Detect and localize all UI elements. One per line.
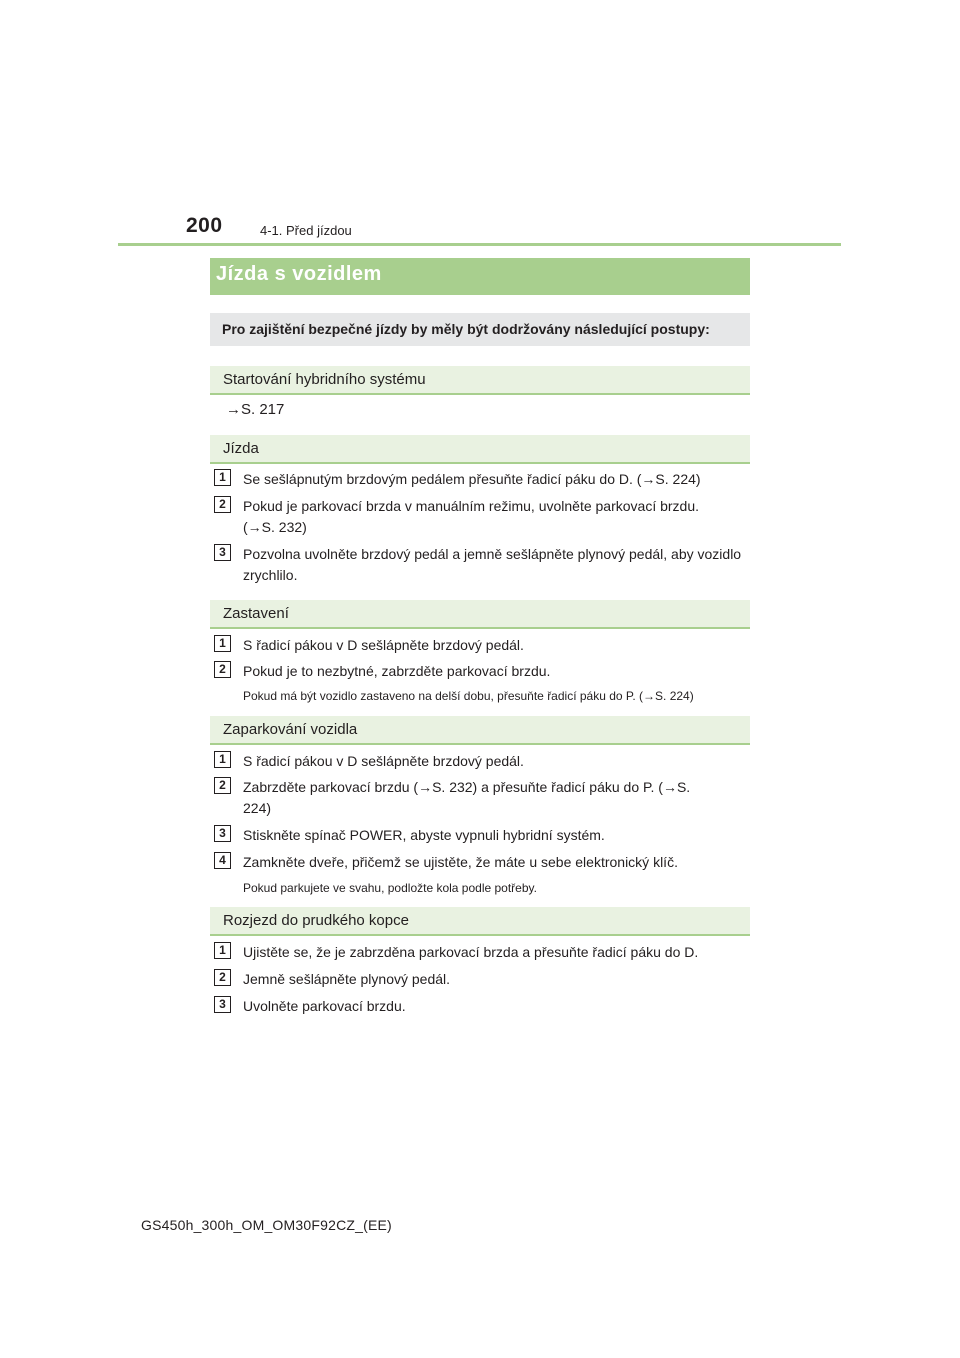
step-text: S řadicí pákou v D sešlápněte brzdový pedál. (243, 753, 524, 769)
step-number-badge: 2 (214, 496, 231, 513)
section-title: Rozjezd do prudkého kopce (223, 912, 409, 929)
step-number-badge: 4 (214, 852, 231, 869)
header-divider (118, 243, 841, 246)
step-number-badge: 1 (214, 469, 231, 486)
step-text: Pokud je parkovací brzda v manuálním režimu, uvolněte parkovací brzdu. (→S. 232) (243, 498, 700, 535)
step-text: Pozvolna uvolněte brzdový pedál a jemně sešlápněte plynový pedál, aby vozidlo zrychlilo. (243, 546, 742, 583)
step-number-badge: 1 (214, 942, 231, 959)
section-title: Jízda (223, 440, 259, 457)
step-number-badge: 3 (214, 825, 231, 842)
step-number-badge: 1 (214, 751, 231, 768)
step-number-badge: 2 (214, 661, 231, 678)
section-heading-driving (210, 435, 750, 464)
page-title: Jízda s vozidlem (216, 263, 382, 285)
step-text: Pokud je to nezbytné, zabrzděte parkovací brzdu. (243, 663, 551, 679)
step-number-badge: 1 (214, 635, 231, 652)
section-heading-start (210, 366, 750, 395)
section-title: Zaparkování vozidla (223, 721, 358, 738)
step-number-badge: 3 (214, 996, 231, 1013)
step-number-badge: 3 (214, 544, 231, 561)
intro-text: Pro zajištění bezpečné jízdy by měly být dodržovány následující postupy: (222, 321, 710, 337)
step-number-badge: 2 (214, 969, 231, 986)
section-title: Zastavení (223, 605, 289, 622)
step-text: Ujistěte se, že je zabrzděna parkovací brzda a přesuňte řadicí páku do D. (243, 944, 699, 960)
step-text: Se sešlápnutým brzdovým pedálem přesuňte řadicí páku do D. (→S. 224) (243, 471, 701, 487)
section-breadcrumb: 4-1. Před jízdou (260, 223, 352, 238)
step-text: Zamkněte dveře, přičemž se ujistěte, že máte u sebe elektronický klíč. (243, 854, 678, 870)
step-text: S řadicí pákou v D sešlápněte brzdový pedál. (243, 637, 524, 653)
section-heading-parking (210, 716, 750, 745)
page-number: 200 (186, 214, 223, 237)
document-footer-code: GS450h_300h_OM_OM30F92CZ_(EE) (141, 1217, 392, 1233)
step-text: Jemně sešlápněte plynový pedál. (243, 971, 451, 987)
step-text: Zabrzděte parkovací brzdu (→S. 232) a přesuňte řadicí páku do P. (→S. 224) (243, 779, 691, 816)
intro-box (210, 313, 750, 346)
step-text: Uvolněte parkovací brzdu. (243, 998, 406, 1014)
section-heading-stopping (210, 600, 750, 629)
section-title: Startování hybridního systému (223, 371, 426, 388)
note-text: Pokud parkujete ve svahu, podložte kola podle potřeby. (243, 881, 537, 895)
step-number-badge: 2 (214, 777, 231, 794)
page-title-bar (210, 258, 750, 295)
step-text: Stiskněte spínač POWER, abyste vypnuli hybridní systém. (243, 827, 605, 843)
section-heading-hill-start (210, 907, 750, 936)
note-text: Pokud má být vozidlo zastaveno na delší dobu, přesuňte řadicí páku do P. (→S. 224) (243, 689, 694, 703)
page-reference: →S. 217 (226, 401, 285, 418)
